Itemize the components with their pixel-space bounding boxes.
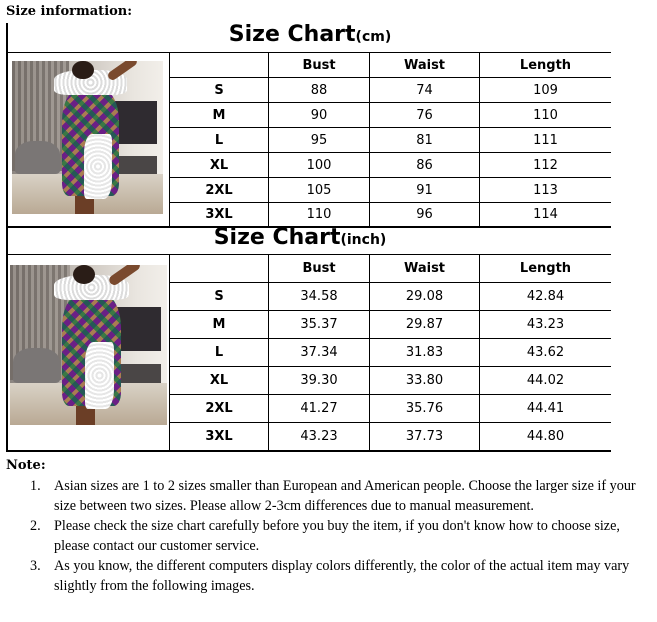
size-information-heading: Size information: (6, 4, 133, 19)
bust-value: 37.34 (300, 345, 338, 360)
column-header-waist: Waist (403, 261, 446, 276)
size-label: S (214, 82, 224, 98)
size-label: M (212, 107, 226, 123)
bust-value: 100 (306, 157, 332, 173)
waist-value: 96 (416, 207, 433, 222)
table-border (6, 23, 8, 227)
length-value: 44.80 (526, 429, 565, 444)
bust-value: 41.27 (300, 401, 338, 416)
chart-title: Size Chart (213, 225, 341, 250)
column-header-bust: Bust (302, 261, 336, 276)
note-item (30, 556, 640, 596)
column-header-waist: Waist (403, 57, 446, 73)
waist-value: 31.83 (405, 345, 444, 360)
length-value: 44.41 (526, 401, 565, 416)
size-label: 3XL (205, 429, 233, 444)
bust-value: 110 (306, 207, 332, 222)
chart-title: Size Chart (228, 22, 356, 47)
column-header-length: Length (519, 57, 572, 73)
column-header-length: Length (519, 261, 572, 276)
bust-value: 39.30 (300, 373, 338, 388)
size-label: 3XL (205, 207, 233, 222)
size-label: L (214, 132, 224, 148)
waist-value: 76 (416, 107, 433, 123)
note-number: 3. (30, 558, 41, 574)
size-label: M (212, 317, 226, 332)
product-photo (10, 265, 167, 425)
size-label: XL (209, 373, 229, 388)
bust-value: 95 (310, 132, 328, 148)
bust-value: 90 (310, 107, 328, 123)
chart-title-cm (0, 22, 620, 47)
length-value: 113 (533, 182, 558, 198)
length-value: 112 (533, 157, 558, 173)
waist-value: 74 (416, 82, 433, 98)
note-text: Asian sizes are 1 to 2 sizes smaller than European and American people. Choose the larger size if your size between two sizes. Please allow 2-3cm differences due to manual measurement. (54, 478, 636, 514)
length-value: 42.84 (526, 289, 565, 304)
size-label: 2XL (205, 182, 233, 198)
waist-value: 29.08 (405, 289, 444, 304)
note-number: 1. (30, 478, 41, 494)
bust-value: 43.23 (300, 429, 338, 444)
note-title: Note: (6, 458, 46, 473)
length-value: 43.23 (526, 317, 565, 332)
bust-value: 88 (310, 82, 328, 98)
size-label: 2XL (205, 401, 233, 416)
note-text: As you know, the different computers display colors differently, the color of the actual item may vary slightly from the following images. (54, 558, 630, 594)
column-header-bust: Bust (302, 57, 336, 73)
length-value: 43.62 (526, 345, 565, 360)
size-label: XL (209, 157, 229, 173)
length-value: 111 (533, 132, 558, 148)
product-photo (12, 61, 163, 214)
note-list (30, 476, 640, 596)
bust-value: 34.58 (300, 289, 338, 304)
chart-title-inch (0, 225, 600, 250)
waist-value: 37.73 (405, 429, 444, 444)
chart-unit: (inch) (340, 232, 387, 248)
chart-unit: (cm) (355, 29, 392, 45)
waist-value: 35.76 (405, 401, 444, 416)
note-item (30, 516, 640, 556)
size-label: L (214, 345, 224, 360)
bust-value: 35.37 (300, 317, 338, 332)
waist-value: 29.87 (405, 317, 444, 332)
bust-value: 105 (306, 182, 332, 198)
note-item (30, 476, 640, 516)
table-border (6, 227, 8, 452)
note-number: 2. (30, 518, 41, 534)
length-value: 114 (533, 207, 558, 222)
length-value: 110 (533, 107, 558, 123)
length-value: 109 (533, 82, 558, 98)
waist-value: 33.80 (405, 373, 444, 388)
waist-value: 81 (416, 132, 433, 148)
size-label: S (214, 289, 224, 304)
table-border (6, 450, 611, 452)
note-text: Please check the size chart carefully before you buy the item, if you don't know how to choose size, please contact our customer service. (54, 518, 620, 554)
waist-value: 91 (416, 182, 433, 198)
waist-value: 86 (416, 157, 433, 173)
length-value: 44.02 (526, 373, 565, 388)
